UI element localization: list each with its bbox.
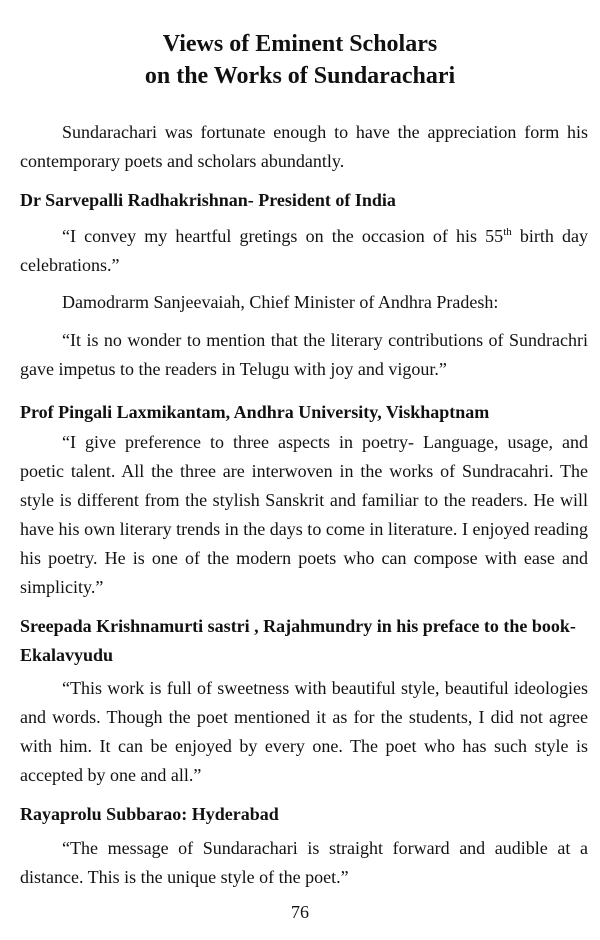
section-heading-subbarao: Rayaprolu Subbarao: Hyderabad — [20, 804, 279, 824]
page-title-line-2: on the Works of Sundarachari — [144, 63, 456, 89]
ordinal-suffix: th — [503, 226, 512, 238]
attribution-sanjeevaiah: Damodrarm Sanjeevaiah, Chief Minister of Andhra Pradesh: — [62, 292, 499, 312]
section-heading-radhakrishnan: Dr Sarvepalli Radhakrishnan- President of India — [20, 190, 396, 210]
section-heading-krishnamurti: Sreepada Krishnamurti sastri , Rajahmundry in his preface to the book- Ekalavyudu — [20, 616, 576, 665]
intro-paragraph: Sundarachari was fortunate enough to have the appreciation form his contemporary poets and scholars abundantly. — [20, 122, 588, 171]
quote-laxmikantam: “I give preference to three aspects in poetry- Language, usage, and poetic talent. All the three are interwoven in the works of Sundracahri. The style is different from the stylish Sanskrit and familiar to the readers. He will have his own literary trends in the days to come in literature. I enjoyed reading his poetry. He is one of the modern poets who can compose with ease and simplicity.” — [20, 432, 588, 597]
section-heading-laxmikantam: Prof Pingali Laxmikantam, Andhra University, Viskhaptnam — [20, 402, 490, 422]
quote-radhakrishnan-text: “I convey my heartful gretings on the occasion of his 55 — [62, 226, 504, 246]
quote-krishnamurti: “This work is full of sweetness with beautiful style, beautiful ideologies and words. Though the poet mentioned it as for the students, I did not agree with him. It can be enjoyed by every one. The poet who has such style is accepted by one and all.” — [20, 678, 588, 785]
quote-sanjeevaiah: “It is no wonder to mention that the literary contributions of Sundrachri gave impetus to the readers in Telugu with joy and vigour.” — [20, 330, 588, 379]
page-title-line-1: Views of Eminent Scholars — [162, 31, 438, 57]
quote-radhakrishnan — [20, 222, 588, 280]
quote-subbarao: “The message of Sundarachari is straight forward and audible at a distance. This is the unique style of the poet.” — [20, 838, 588, 887]
quote-radhakrishnan-text-end: birth day celebrations.” — [20, 226, 588, 275]
page-number: 76 — [291, 902, 309, 922]
